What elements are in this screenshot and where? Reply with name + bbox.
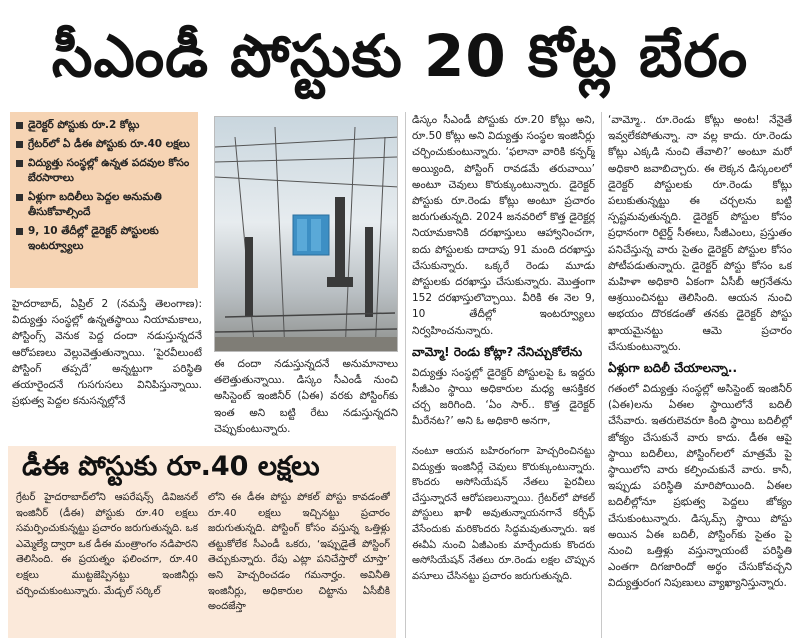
- column-divider: [405, 112, 406, 638]
- bullet-square-icon: [16, 160, 23, 167]
- article-column-2: ఈ దందా నడుస్తున్నదనే అనుమానాలు తలెత్తుతున్నాయి. డిస్కం సీఎండీ నుంచి అసిస్టెంట్‌ ఇంజినీర్‌ (ఏఈ) వరకు పోస్టింగ్‌కు ఇంత అని బట్టి రేటు నడుస్తున్నదని చెప్పుకుంటున్నారు.: [214, 358, 398, 435]
- headline: సీఎండీ పోస్టుకు 20 కోట్ల బేరం: [51, 22, 749, 90]
- sidebar-story-column-2: లోని ఈ డీఈ పోస్టు పోకల్‌ పోస్టు కావడంతో రూ.40 లక్షలు ఇచ్చినట్టు ప్రచారం జరుగుతున్నది. పోస్టింగ్‌ కోసం వస్తున్న ఒత్తిళ్లు తట్టుకోలేక సీఎండీ ఒకరు, ‘ఇప్పుడైతే పోస్టింగ్‌ తెచ్చుకున్నారు. రేపు ఎట్లా పనిచేస్తారో చూస్తా’ అని హెచ్చరించడం గమనార్హం. అవినీతి ఇంజినీర్లు, అధికారుల చిట్టాను ఏసీబీకి అందజేస్తా: [208, 492, 390, 613]
- sidebar-story-box: [8, 446, 396, 638]
- bullet-square-icon: [16, 141, 23, 148]
- subheading: వామ్మో! రెండు కోట్లా? నేనిచ్చుకోలేను: [412, 344, 583, 359]
- highlight-item: గ్రేటర్‌లో ఏ డీఈ పోస్టుకు రూ.40 లక్షలు: [16, 137, 192, 152]
- substation-photo: [214, 116, 398, 352]
- highlights-box: [10, 112, 198, 288]
- subheading: ఏళ్లుగా బదిలీ చేయాలన్నా..: [608, 361, 738, 376]
- sidebar-story-column-1: గ్రేటర్‌ హైదరాబాద్‌లోని ఆపరేషన్స్‌ డివిజనల్‌ ఇంజినీర్‌ (డీఈ) పోస్టుకు రూ.40 లక్షలు సమర్పించుకున్నట్టు ప్రచారం జరుగుతున్నది. ఒక ఎమ్మెల్యే ద్వారా ఒక డీఈ మంత్రాంగం నడిపారని తెలిసింది. ఈ ప్రయత్నం ఫలించగా, రూ.40 లక్షలు ముట్టజెప్పినట్టు ఇంజినీర్లు చర్చించుకుంటున్నారు. మేడ్చల్‌ సర్కిల్‌: [16, 492, 198, 597]
- highlight-item: డైరెక్టర్ పోస్టుకు రూ.2 కోట్లు: [16, 118, 192, 133]
- bullet-square-icon: [16, 194, 23, 201]
- highlight-item: ఏళ్లుగా బదిలీలు పెద్దల అనుమతి తీసుకోవాల్సిందే: [16, 190, 192, 220]
- substation-illustration: [215, 117, 398, 352]
- article-column-3-continued: నంటూ ఆయన బహిరంగంగా హెచ్చరించినట్టు విద్యుత్తు ఇంజినీర్లే చెవులు కొరుక్కుంటున్నారు. కొందరు అసోసియేషన్‌ నేతలు పైరవీలు చేస్తున్నారనే ఆరోపణలున్నాయి. గ్రేటర్‌లో పోకల్‌ పోస్టులు ఖాళీ అవుతున్నాయనగానే కర్చీఫ్‌ వేసేందుకు మరికొందరు సిద్ధమవుతున్నారు. ఇక ఈవీఏ నుంచి ఏజీఎంకు మార్చేందుకు కొందరు అసోసియేషన్‌ నేతలు రూ.రెండు లక్షల చొప్పున వసూలు చేసినట్టు ప్రచారం జరుగుతున్నది.: [412, 446, 595, 582]
- highlight-item: విద్యుత్తు సంస్థల్లో ఉన్నత పదవుల కోసం బేరసారాలు: [16, 156, 192, 186]
- column-divider: [601, 112, 602, 638]
- highlight-item: 9, 10 తేదీల్లో డైరెక్టర్ పోస్టులకు ఇంటర్వ్యూలు: [16, 224, 192, 254]
- bullet-square-icon: [16, 122, 23, 129]
- article-column-1: హైదరాబాద్‌, ఏప్రిల్‌ 2 (నమస్తే తెలంగాణ): విద్యుత్తు సంస్థల్లో ఉన్నతస్థాయి నియామకాలు, పోస్టింగ్స్‌ వెనుక పెద్ద దందా నడుస్తున్నదనే ఆరోపణలు వెల్లువెత్తుతున్నాయి. ‘పైరవీలుంటే పోస్టింగ్‌ తప్పదే’ అన్నట్టుగా పరిస్థితి తయారైందనే గుసగుసలు వినిపిస్తున్నాయి. ప్రభుత్వ పెద్దల కనుసన్నల్లోనే: [12, 298, 202, 408]
- article-column-3: డిస్కం సీఎండీ పోస్టుకు రూ.20 కోట్లు అని, రూ.50 కోట్లు అని విద్యుత్తు సంస్థల ఇంజినీర్లు చర్చించుకుంటున్నారు. ‘ఫలానా వారికి కన్ఫర్మ్‌ అయ్యింది, పోస్టింగ్‌ రావడమే తరువాయి’ అంటూ చెవులు కొరుక్కుంటున్నారు. డైరెక్టర్‌ పోస్టుకు రూ.రెండు కోట్లు అంటూ ప్రచారం జరుగుతున్నది. 2024 జనవరిలో కొత్త డైరెక్టర్ల నియామకానికి దరఖాస్తులు ఆహ్వానించగా, ఐదు పోస్టులకు దాదాపు 91 మంది దరఖాస్తు చేసుకున్నారు. ఒక్కరే రెండు మూడు పోస్టులకు దరఖాస్తు చేసుకున్నారు. మొత్తంగా 152 దరఖాస్తులొచ్చాయి. వీరికి ఈ నెల 9, 10 తేదీల్లో ఇంటర్వ్యూలు నిర్వహించనున్నారు. వామ్మో! రెండు కోట్లా? నేనిచ్చుకోలేను విద్యుత్తు సంస్థల్లో డైరెక్టర్‌ పోస్టులపై ఓ ఇద్దరు సీజీఎం స్థాయి అధికారుల మధ్య ఆసక్తికర చర్చ జరిగింది. ‘ఏం సార్‌.. కొత్త డైరెక్టర్‌ మీరేనట?’ అని ఓ అధికారి అనగా,: [412, 114, 595, 428]
- sidebar-story-heading: డీఈ పోస్టుకు రూ.40 లక్షలు: [22, 451, 320, 482]
- bullet-square-icon: [16, 228, 23, 235]
- article-column-4: ‘వామ్మో.. రూ.రెండు కోట్లు అంట! నేనైతే ఇవ్వలేకపోతున్నా. నా వల్ల కాదు. రూ.రెండు కోట్లు ఎక్కడి నుంచి తేవాలి?’ అంటూ మరో అధికారి జవాబిచ్చారు. ఈ లెక్కన డిస్కంలలో డైరెక్టర్‌ పోస్టులకు రూ.రెండు కోట్లు పలుకుతున్నట్టు ఈ చర్చలను బట్టి స్పష్టమవుతున్నది. డైరెక్టర్‌ పోస్టుల కోసం ప్రధానంగా రిటైర్డ్‌ సీఈలు, సీజీఎంలు, ప్రస్తుతం పనిచేస్తున్న వారు సైతం డైరెక్టర్‌ పోస్టుల కోసం పోటీపడుతున్నారు. డైరెక్టర్‌ పోస్టు కోసం ఒక మహిళా అధికారి ఏకంగా ఏసీబీ ఆగ్రనేతను ఆశ్రయించినట్టు తెలిసింది. ఆయన నుంచి అభయం దొరకడంతో తనకు డైరెక్టర్‌ పోస్టు ఖాయమైనట్టు ఆమె ప్రచారం చేసుకుంటున్నారు. ఏళ్లుగా బదిలీ చేయాలన్నా.. గతంలో విద్యుత్తు సంస్థల్లో అసిస్టెంట్‌ ఇంజినీర్‌ (ఏఈ)లను ఏఈల స్థాయిలోనే బదిలీ చేసేవారు. ఇతరులెవరూ కింది స్థాయి బదిలీల్లో జోక్యం చేసుకునే వారు కాదు. డీఈ ఆపై స్థాయి బదిలీలు, పోస్టింగ్‌లలో మాత్రమే పై స్థాయిలోని వారు కల్పించుకునే వారు. కానీ, ఇప్పుడు పరిస్థితి మారిపోయింది. ఏఈల బదిలీల్లోనూ ప్రభుత్వ పెద్దలు జోక్యం చేసుకుంటున్నారు. డిస్కమ్స్‌ స్థాయి పోస్టు అయిన ఏఈ బదిలీ, పోస్టింగ్‌కు సైతం పై నుంచి ఒత్తిళ్లు వస్తున్నాయంటే పరిస్థితి ఎంతగా దిగజారిందో అర్థం చేసుకోవచ్చని విద్యుత్తురంగ నిపుణులు వ్యాఖ్యానిస్తున్నారు.: [608, 114, 792, 590]
